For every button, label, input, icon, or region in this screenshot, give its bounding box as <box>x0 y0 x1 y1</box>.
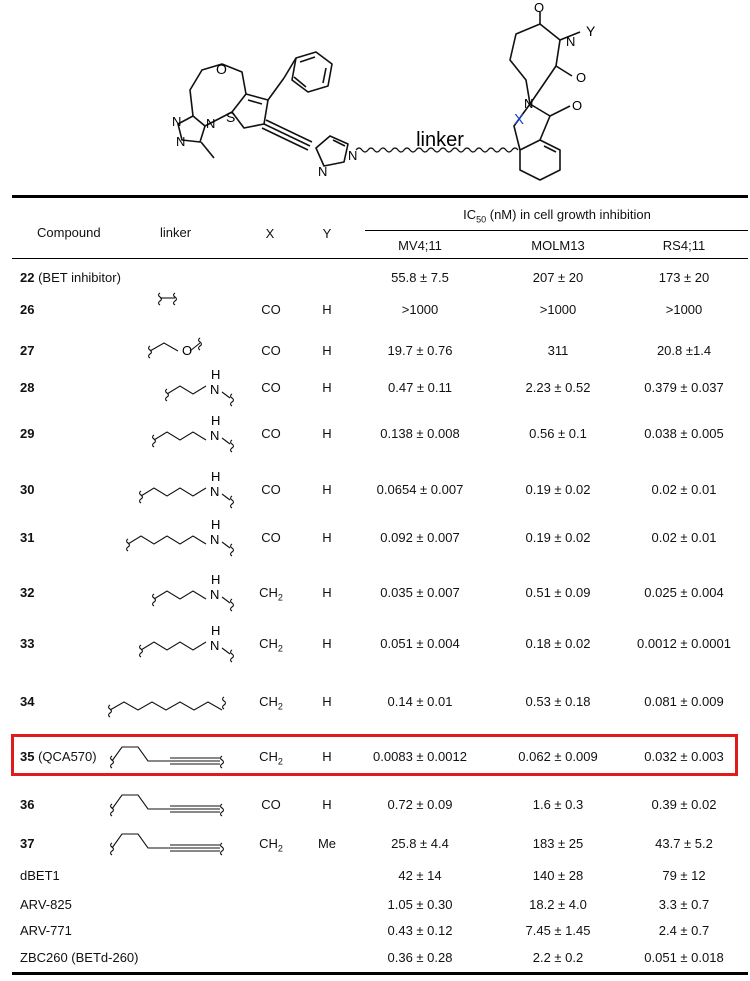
compound-id: 26 <box>20 302 35 317</box>
compound-cell <box>20 302 34 318</box>
header-bottom-rule <box>12 258 748 259</box>
svg-text:H: H <box>211 413 221 428</box>
ic50-value-cell: 0.39 ± 0.02 <box>651 797 717 812</box>
y-cell: H <box>322 694 332 709</box>
ic50-value-cell: 311 <box>547 343 569 358</box>
ic50-value-cell: 0.18 ± 0.02 <box>525 636 591 651</box>
reference-compound-cell: ARV-771 <box>20 923 72 938</box>
chemical-structure-scheme <box>0 0 750 192</box>
compound-note: (BET inhibitor) <box>34 270 121 285</box>
y-cell: H <box>322 749 332 764</box>
ic50-value-cell: 42 ± 14 <box>398 868 442 883</box>
ic50-value-cell: 0.53 ± 0.18 <box>525 694 591 709</box>
ic50-value-cell: 0.379 ± 0.037 <box>644 380 724 395</box>
y-cell: H <box>322 343 332 358</box>
compound-cell <box>20 797 34 813</box>
header-mv411: MV4;11 <box>398 238 442 253</box>
ic50-value-cell: 0.0012 ± 0.0001 <box>637 636 731 651</box>
ic50-value-cell: 0.14 ± 0.01 <box>387 694 453 709</box>
ic50-value-cell: 1.05 ± 0.30 <box>387 897 453 912</box>
y-cell: H <box>322 482 332 497</box>
ic50-value-cell: 0.0654 ± 0.007 <box>376 482 464 497</box>
header-rs411: RS4;11 <box>662 238 706 253</box>
ic50-value-cell: 0.02 ± 0.01 <box>651 482 717 497</box>
ic50-value-cell: 0.032 ± 0.003 <box>644 749 724 764</box>
x-cell: $CH_2$ <box>259 636 283 654</box>
ic50-value-cell: 0.138 ± 0.008 <box>380 426 460 441</box>
ic50-value-cell: >1000 <box>401 302 439 317</box>
compound-id: 30 <box>20 482 35 497</box>
ic50-value-cell: 0.035 ± 0.007 <box>380 585 460 600</box>
x-cell: CO <box>261 302 281 317</box>
svg-text:H: H <box>211 367 221 382</box>
ic50-value-cell: 3.3 ± 0.7 <box>658 897 710 912</box>
ic50-value-cell: 43.7 ± 5.2 <box>655 836 713 851</box>
reference-compound-cell: dBET1 <box>20 868 60 883</box>
x-atom-label: X <box>514 111 525 128</box>
atom-n: N <box>348 148 358 163</box>
compound-cell <box>20 270 121 286</box>
compound-id: 34 <box>20 694 35 709</box>
ic50-value-cell: 0.092 ± 0.007 <box>380 530 460 545</box>
svg-text:N: N <box>210 638 220 653</box>
ic50-value-cell: 2.2 ± 0.2 <box>532 950 584 965</box>
ic50-value-cell: 0.43 ± 0.12 <box>387 923 453 938</box>
highlight-box-qca570 <box>11 734 738 776</box>
ic50-value-cell: 25.8 ± 4.4 <box>391 836 449 851</box>
ic50-value-cell: 79 ± 12 <box>662 868 706 883</box>
ic50-value-cell: 173 ± 20 <box>658 270 710 285</box>
svg-text:N: N <box>210 532 220 547</box>
compound-note: (QCA570) <box>34 749 97 764</box>
svg-text:N: N <box>210 484 220 499</box>
header-x: X <box>265 226 275 241</box>
x-cell: $CH_2$ <box>259 585 283 603</box>
ic50-group-rule <box>365 230 748 231</box>
compound-cell <box>20 585 34 601</box>
y-cell: H <box>322 302 332 317</box>
ic50-value-cell: 55.8 ± 7.5 <box>391 270 449 285</box>
x-cell: CO <box>261 797 281 812</box>
ic50-value-cell: 0.19 ± 0.02 <box>525 482 591 497</box>
ic50-value-cell: 20.8 ±1.4 <box>656 343 712 358</box>
compound-id: 29 <box>20 426 35 441</box>
atom-n: N <box>206 116 216 131</box>
svg-text:H: H <box>211 572 221 587</box>
x-cell: $CH_2$ <box>259 749 283 767</box>
reference-compound-cell: ZBC260 (BETd-260) <box>20 950 139 965</box>
atom-n: N <box>172 114 182 129</box>
atom-o: O <box>576 70 587 85</box>
reference-compound-cell: ARV-825 <box>20 897 72 912</box>
ic50-value-cell: 0.051 ± 0.018 <box>644 950 724 965</box>
y-cell: Me <box>317 836 337 851</box>
compound-id: 36 <box>20 797 35 812</box>
linker-label: linker <box>416 129 464 151</box>
compound-cell <box>20 530 34 546</box>
compound-id: 32 <box>20 585 35 600</box>
ic50-value-cell: 7.45 ± 1.45 <box>525 923 591 938</box>
y-cell: H <box>322 530 332 545</box>
ic50-value-cell: >1000 <box>539 302 577 317</box>
compound-id: 31 <box>20 530 35 545</box>
ic50-value-cell: 0.038 ± 0.005 <box>644 426 724 441</box>
ic50-value-cell: 0.02 ± 0.01 <box>651 530 717 545</box>
y-cell: H <box>322 636 332 651</box>
atom-o: O <box>572 98 583 113</box>
svg-text:H: H <box>211 623 221 638</box>
svg-text:N: N <box>210 587 220 602</box>
svg-text:O: O <box>182 343 193 358</box>
atom-o: O <box>216 61 227 77</box>
compound-cell <box>20 694 34 710</box>
x-cell: $CH_2$ <box>259 836 283 854</box>
ic50-value-cell: 0.19 ± 0.02 <box>525 530 591 545</box>
ic50-value-cell: 207 ± 20 <box>532 270 584 285</box>
compound-id: 22 <box>20 270 35 285</box>
ic50-value-cell: 1.6 ± 0.3 <box>532 797 584 812</box>
header-compound: Compound <box>37 225 101 240</box>
ic50-value-cell: 19.7 ± 0.76 <box>387 343 453 358</box>
ic50-value-cell: 183 ± 25 <box>532 836 584 851</box>
ic50-value-cell: 140 ± 28 <box>532 868 584 883</box>
ic50-value-cell: >1000 <box>665 302 703 317</box>
compound-cell <box>20 836 34 852</box>
y-cell: H <box>322 380 332 395</box>
atom-o: O <box>534 0 545 15</box>
atom-n: N <box>176 134 186 149</box>
compound-id: 33 <box>20 636 35 651</box>
y-cell: H <box>322 797 332 812</box>
x-cell: CO <box>261 343 281 358</box>
ic50-value-cell: 0.051 ± 0.004 <box>380 636 460 651</box>
compound-cell <box>20 482 34 498</box>
ic50-value-cell: 0.062 ± 0.009 <box>518 749 598 764</box>
ic50-value-cell: 0.56 ± 0.1 <box>529 426 587 441</box>
ic50-value-cell: 18.2 ± 4.0 <box>529 897 587 912</box>
compound-cell <box>20 380 34 396</box>
ic50-value-cell: 2.4 ± 0.7 <box>658 923 710 938</box>
atom-n: N <box>318 164 328 179</box>
ic50-value-cell: 2.23 ± 0.52 <box>525 380 591 395</box>
ic50-value-cell: 0.72 ± 0.09 <box>387 797 453 812</box>
table-top-rule <box>12 195 748 198</box>
atom-n: N <box>566 34 576 49</box>
svg-text:N: N <box>210 428 220 443</box>
compound-id: 37 <box>20 836 35 851</box>
header-y: Y <box>322 226 332 241</box>
atom-s: S <box>226 109 236 125</box>
compound-id: 27 <box>20 343 35 358</box>
x-cell: CO <box>261 380 281 395</box>
ic50-value-cell: 0.36 ± 0.28 <box>387 950 453 965</box>
compound-cell <box>20 636 34 652</box>
svg-text:H: H <box>211 517 221 532</box>
compound-cell <box>20 426 34 442</box>
header-linker: linker <box>160 225 192 240</box>
header-ic50-group: $IC_{50}$ (nM) in cell growth inhibition <box>463 207 651 225</box>
x-cell: CO <box>261 482 281 497</box>
compound-id: 35 <box>20 749 35 764</box>
header-molm13: MOLM13 <box>531 238 585 253</box>
ic50-value-cell: 0.025 ± 0.004 <box>644 585 724 600</box>
ic50-value-cell: 0.081 ± 0.009 <box>644 694 724 709</box>
y-substituent-label: Y <box>586 23 596 39</box>
x-cell: CO <box>261 426 281 441</box>
y-cell: H <box>322 585 332 600</box>
atom-n: N <box>524 96 534 111</box>
ic50-value-cell: 0.47 ± 0.11 <box>388 380 452 395</box>
svg-text:N: N <box>210 382 220 397</box>
x-cell: $CH_2$ <box>259 694 283 712</box>
x-cell: CO <box>261 530 281 545</box>
table-bottom-rule <box>12 972 748 975</box>
compound-id: 28 <box>20 380 35 395</box>
compound-cell <box>20 343 34 359</box>
svg-text:H: H <box>211 469 221 484</box>
ic50-value-cell: 0.0083 ± 0.0012 <box>373 749 467 764</box>
ic50-value-cell: 0.51 ± 0.09 <box>525 585 591 600</box>
y-cell: H <box>322 426 332 441</box>
